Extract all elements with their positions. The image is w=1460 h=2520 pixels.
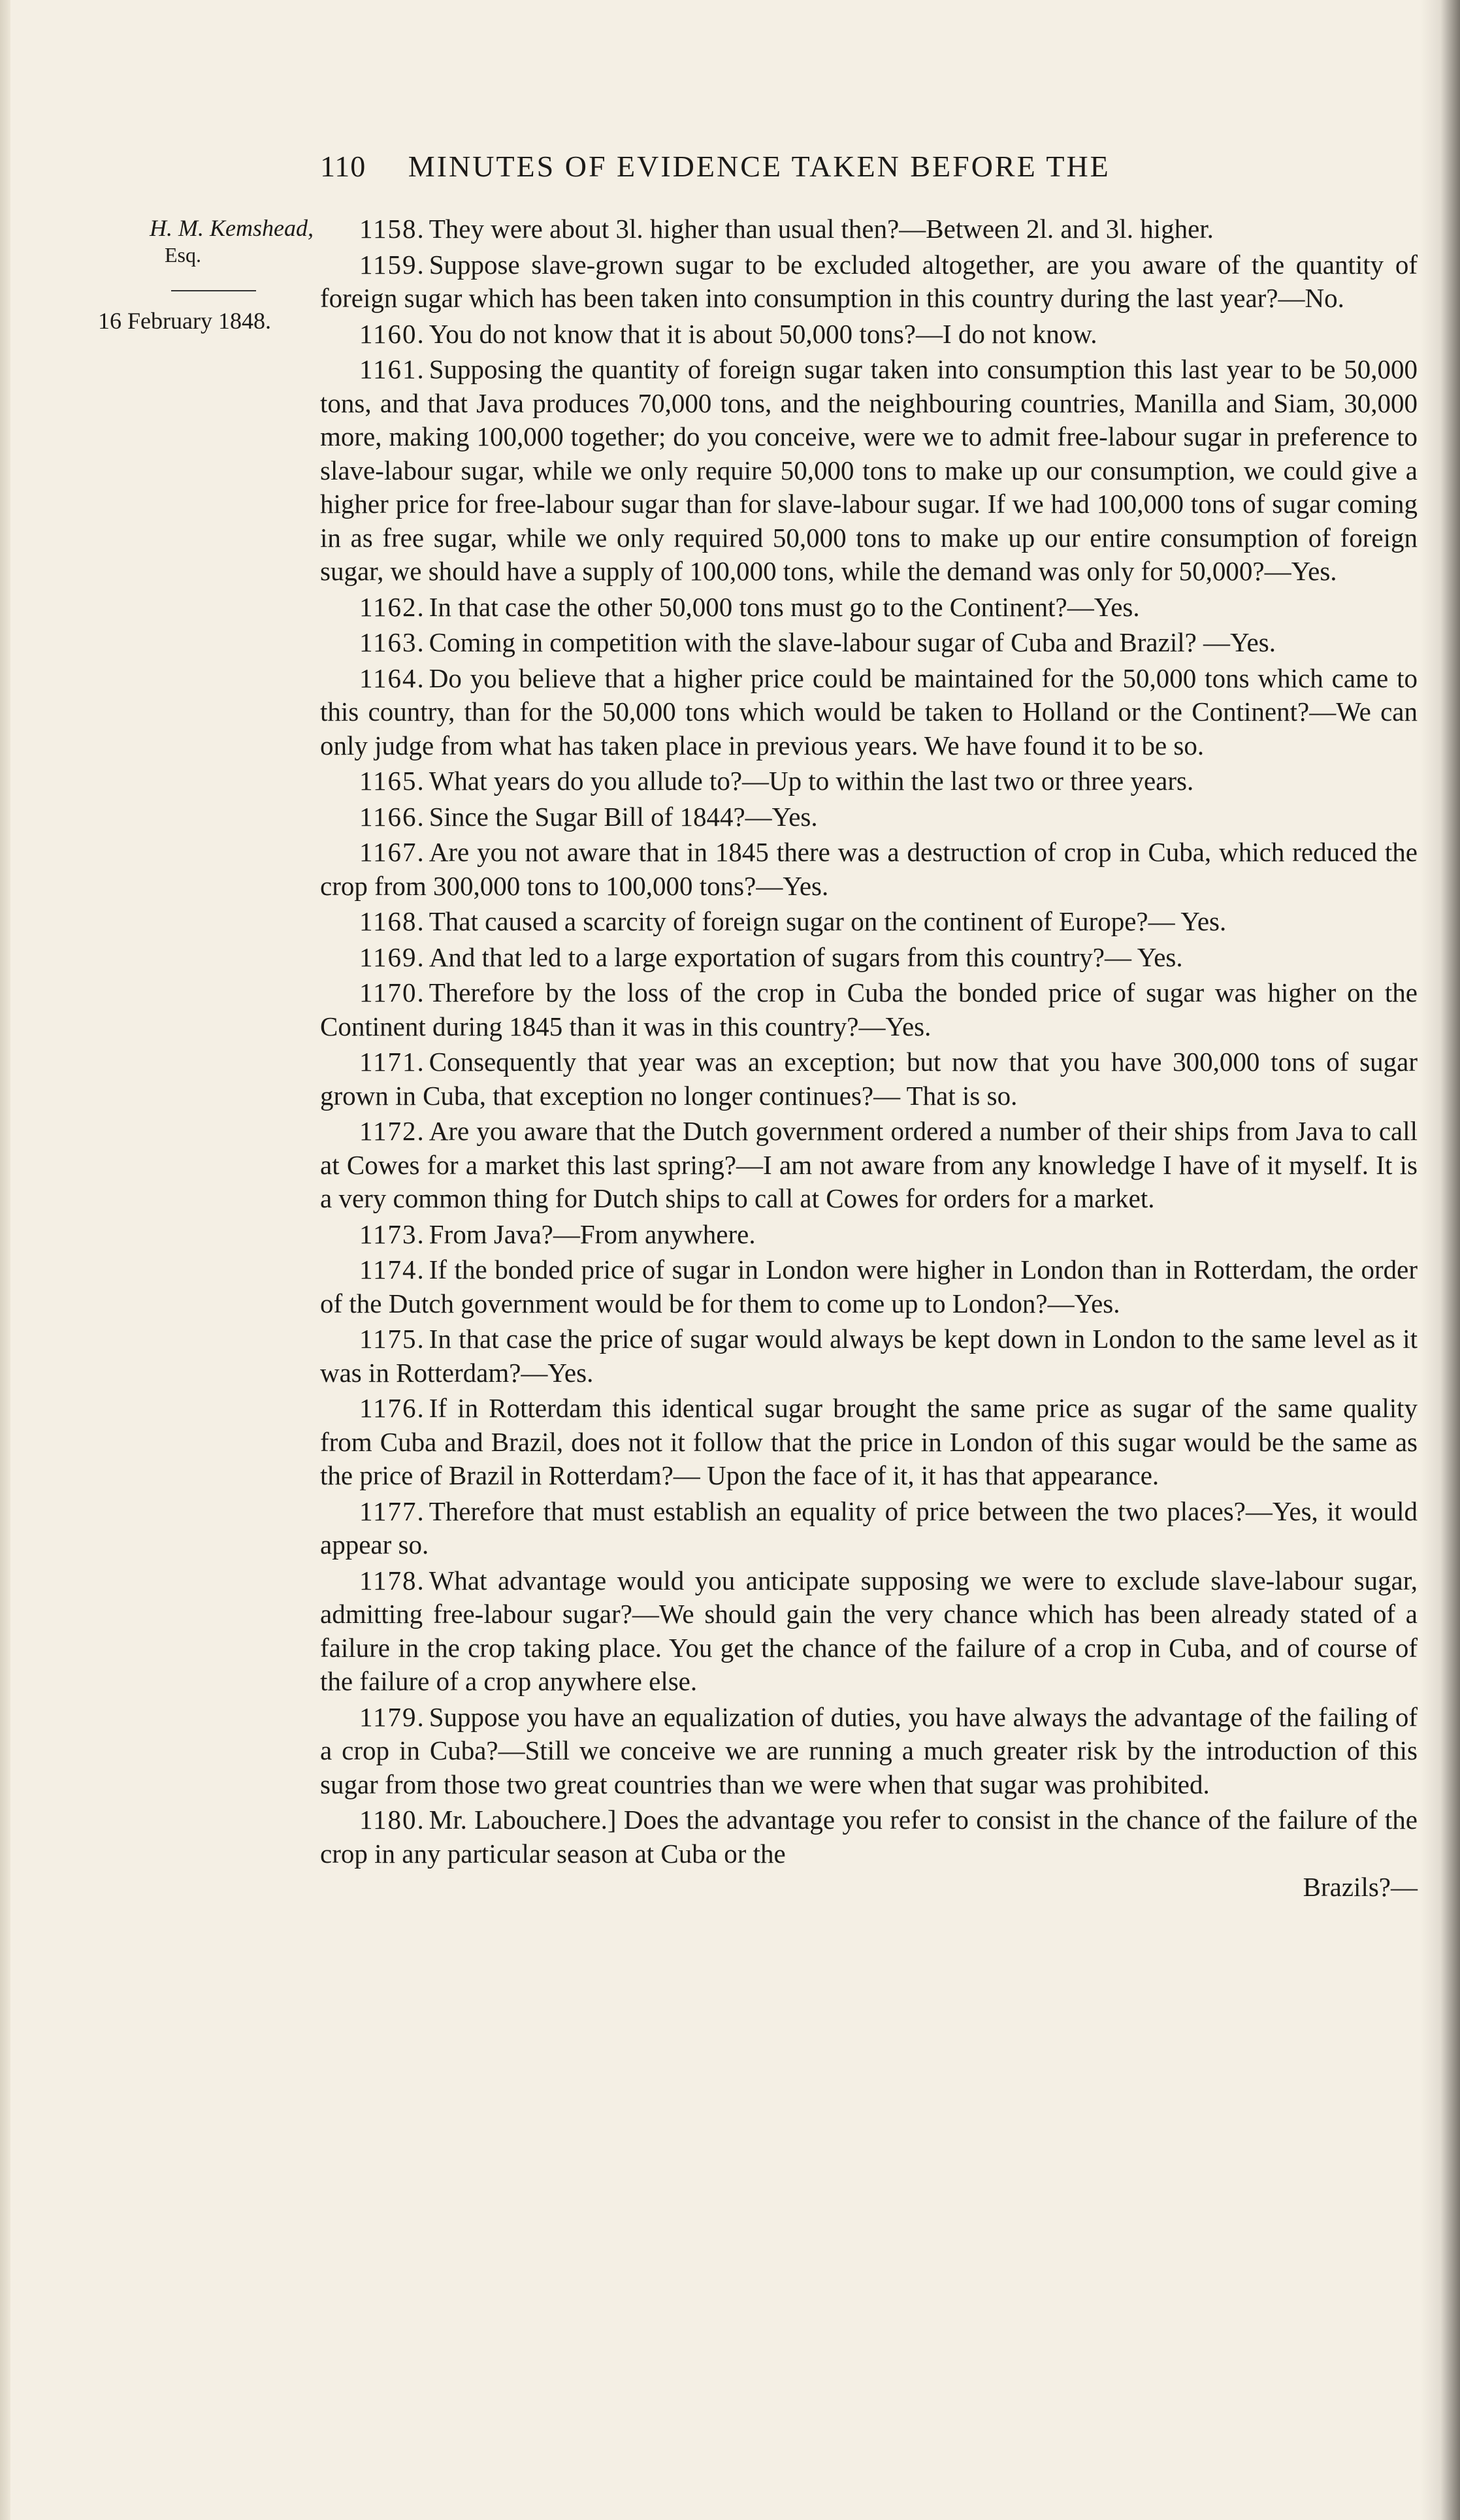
question-text: Do you believe that a higher price could be maintained for the 50,000 tons which came to this country, than for the 50,000 tons which would be taken to Holland or the Continent?—We can only judge from what has taken place in previous years. We have found it to be so.	[320, 663, 1418, 761]
question-entry	[320, 591, 1418, 625]
question-number: 1167.	[359, 837, 425, 867]
speaker-name: Mr. Labouchere.]	[429, 1805, 617, 1835]
question-entry	[320, 1253, 1418, 1320]
question-text: They were about 3l. higher than usual then?—Between 2l. and 3l. higher.	[429, 214, 1214, 244]
question-entry	[320, 1115, 1418, 1216]
question-number: 1160.	[359, 318, 425, 349]
question-text: Suppose slave-grown sugar to be excluded altogether, are you aware of the quantity of foreign sugar which has been taken into consumption in this country during the last year?—No.	[320, 249, 1418, 313]
question-text: Coming in competition with the slave-labour sugar of Cuba and Brazil? —Yes.	[429, 627, 1276, 657]
question-text: Consequently that year was an exception; but now that you have 300,000 tons of sugar grown in Cuba, that exception no longer continues?— That is so.	[320, 1047, 1418, 1111]
question-number: 1162.	[359, 591, 425, 622]
question-text: Does the advantage you refer to consist in the chance of the failure of the crop in any particular season at Cuba or the	[320, 1805, 1418, 1869]
question-number: 1176.	[359, 1393, 425, 1423]
question-entry	[320, 353, 1418, 589]
question-entry	[320, 1322, 1418, 1390]
question-entry	[320, 1495, 1418, 1562]
margin-date: 16 February 1848.	[98, 308, 271, 334]
page-binding-shadow	[1421, 0, 1460, 2520]
question-number: 1180.	[359, 1805, 425, 1835]
question-entry	[320, 662, 1418, 763]
question-number: 1164.	[359, 663, 425, 693]
question-text: If the bonded price of sugar in London were higher in London than in Rotterdam, the order of the Dutch government would be for them to come up to London?—Yes.	[320, 1254, 1418, 1318]
question-number: 1174.	[359, 1254, 425, 1285]
question-entry	[320, 1392, 1418, 1493]
question-entry	[320, 905, 1418, 939]
page-number: 110	[320, 150, 366, 183]
question-text: Therefore by the loss of the crop in Cuba the bonded price of sugar was higher on the Continent during 1845 than it was in this country?—Yes.	[320, 977, 1418, 1041]
question-entry	[320, 800, 1418, 834]
question-number: 1166.	[359, 801, 425, 832]
question-text: In that case the other 50,000 tons must go to the Continent?—Yes.	[429, 591, 1140, 622]
question-entry	[320, 318, 1418, 352]
question-text: If in Rotterdam this identical sugar brought the same price as sugar of the same quality from Cuba and Brazil, does not it follow that the price in London of this sugar would be the same as the price of Brazil in Rotterdam?— Upon the face of it, it has that appearance.	[320, 1393, 1418, 1490]
question-text: That caused a scarcity of foreign sugar on the continent of Europe?— Yes.	[429, 906, 1227, 936]
question-number: 1165.	[359, 766, 425, 796]
question-number: 1159.	[359, 249, 425, 280]
question-entry	[320, 836, 1418, 903]
question-text: From Java?—From anywhere.	[429, 1219, 756, 1249]
question-entry	[320, 1701, 1418, 1802]
margin-divider	[171, 290, 256, 291]
running-head	[320, 149, 1300, 188]
page-title: MINUTES OF EVIDENCE TAKEN BEFORE THE	[408, 150, 1111, 183]
question-entry-last	[320, 1803, 1418, 1905]
question-entry	[320, 764, 1418, 798]
question-text: What years do you allude to?—Up to within the last two or three years.	[429, 766, 1194, 796]
question-text: Supposing the quantity of foreign sugar taken into consumption this last year to be 50,000 tons, and that Java produces 70,000 tons, and the neighbouring countries, Manilla and Siam, 30,000 more, making 100,000 together; do you conceive, were we to admit free-labour sugar in preference to slave-labour sugar, while we only require 50,000 tons to make up our consumption, we could give a higher price for free-labour sugar than for slave-labour sugar. If we had 100,000 tons of sugar coming in as free sugar, while we only required 50,000 tons to make up our entire consumption of foreign sugar, we should have a supply of 100,000 tons, while the demand was only for 50,000?—Yes.	[320, 354, 1418, 586]
question-number: 1178.	[359, 1565, 425, 1595]
question-number: 1163.	[359, 627, 425, 657]
question-text: Since the Sugar Bill of 1844?—Yes.	[429, 801, 818, 832]
question-number: 1168.	[359, 906, 425, 936]
margin-witness-title: Esq.	[165, 243, 201, 267]
question-number: 1170.	[359, 977, 425, 1007]
question-text: Suppose you have an equalization of duties, you have always the advantage of the failing of a crop in Cuba?—Still we conceive we are running a much greater risk by the introduction of this sugar from those two great countries than we were when that sugar was prohibited.	[320, 1701, 1418, 1799]
margin-witness-name: H. M. Kemshead,	[150, 215, 314, 241]
question-entry	[320, 1218, 1418, 1252]
continued-tail: Brazils?—	[1303, 1872, 1418, 1902]
question-text: What advantage would you anticipate supposing we were to exclude slave-labour sugar, admitting free-labour sugar?—We should gain the very chance which has been already stated of a failure in the crop taking place. You get the chance of the failure of a crop in Cuba, and of course of the failure of a crop anywhere else.	[320, 1565, 1418, 1696]
question-number: 1172.	[359, 1116, 425, 1146]
question-text: Are you not aware that in 1845 there was a destruction of crop in Cuba, which reduced the crop from 300,000 tons to 100,000 tons?—Yes.	[320, 837, 1418, 901]
question-entry	[320, 248, 1418, 316]
question-entry	[320, 941, 1418, 975]
question-number: 1173.	[359, 1219, 425, 1249]
question-entry	[320, 1045, 1418, 1113]
question-number: 1179.	[359, 1701, 425, 1732]
question-entry	[320, 976, 1418, 1043]
question-entry	[320, 212, 1418, 246]
question-text: In that case the price of sugar would always be kept down in London to the same level as it was in Rotterdam?—Yes.	[320, 1324, 1418, 1388]
question-number: 1158.	[359, 214, 425, 244]
question-entry	[320, 626, 1418, 660]
question-entry	[320, 1564, 1418, 1699]
question-text: Are you aware that the Dutch government ordered a number of their ships from Java to call at Cowes for a market this last spring?—I am not aware from any knowledge I have of it myself. It is a very common thing for Dutch ships to call at Cowes for orders for a market.	[320, 1116, 1418, 1213]
question-number: 1175.	[359, 1324, 425, 1354]
question-number: 1177.	[359, 1496, 425, 1526]
evidence-body	[320, 212, 1418, 1906]
page-left-edge	[0, 0, 10, 2520]
question-text: Therefore that must establish an equality of price between the two places?—Yes, it would appear so.	[320, 1496, 1418, 1560]
question-number: 1171.	[359, 1047, 425, 1077]
question-number: 1169.	[359, 941, 425, 972]
question-text: You do not know that it is about 50,000 tons?—I do not know.	[429, 318, 1097, 349]
question-text: And that led to a large exportation of sugars from this country?— Yes.	[429, 941, 1183, 972]
question-number: 1161.	[359, 354, 425, 384]
